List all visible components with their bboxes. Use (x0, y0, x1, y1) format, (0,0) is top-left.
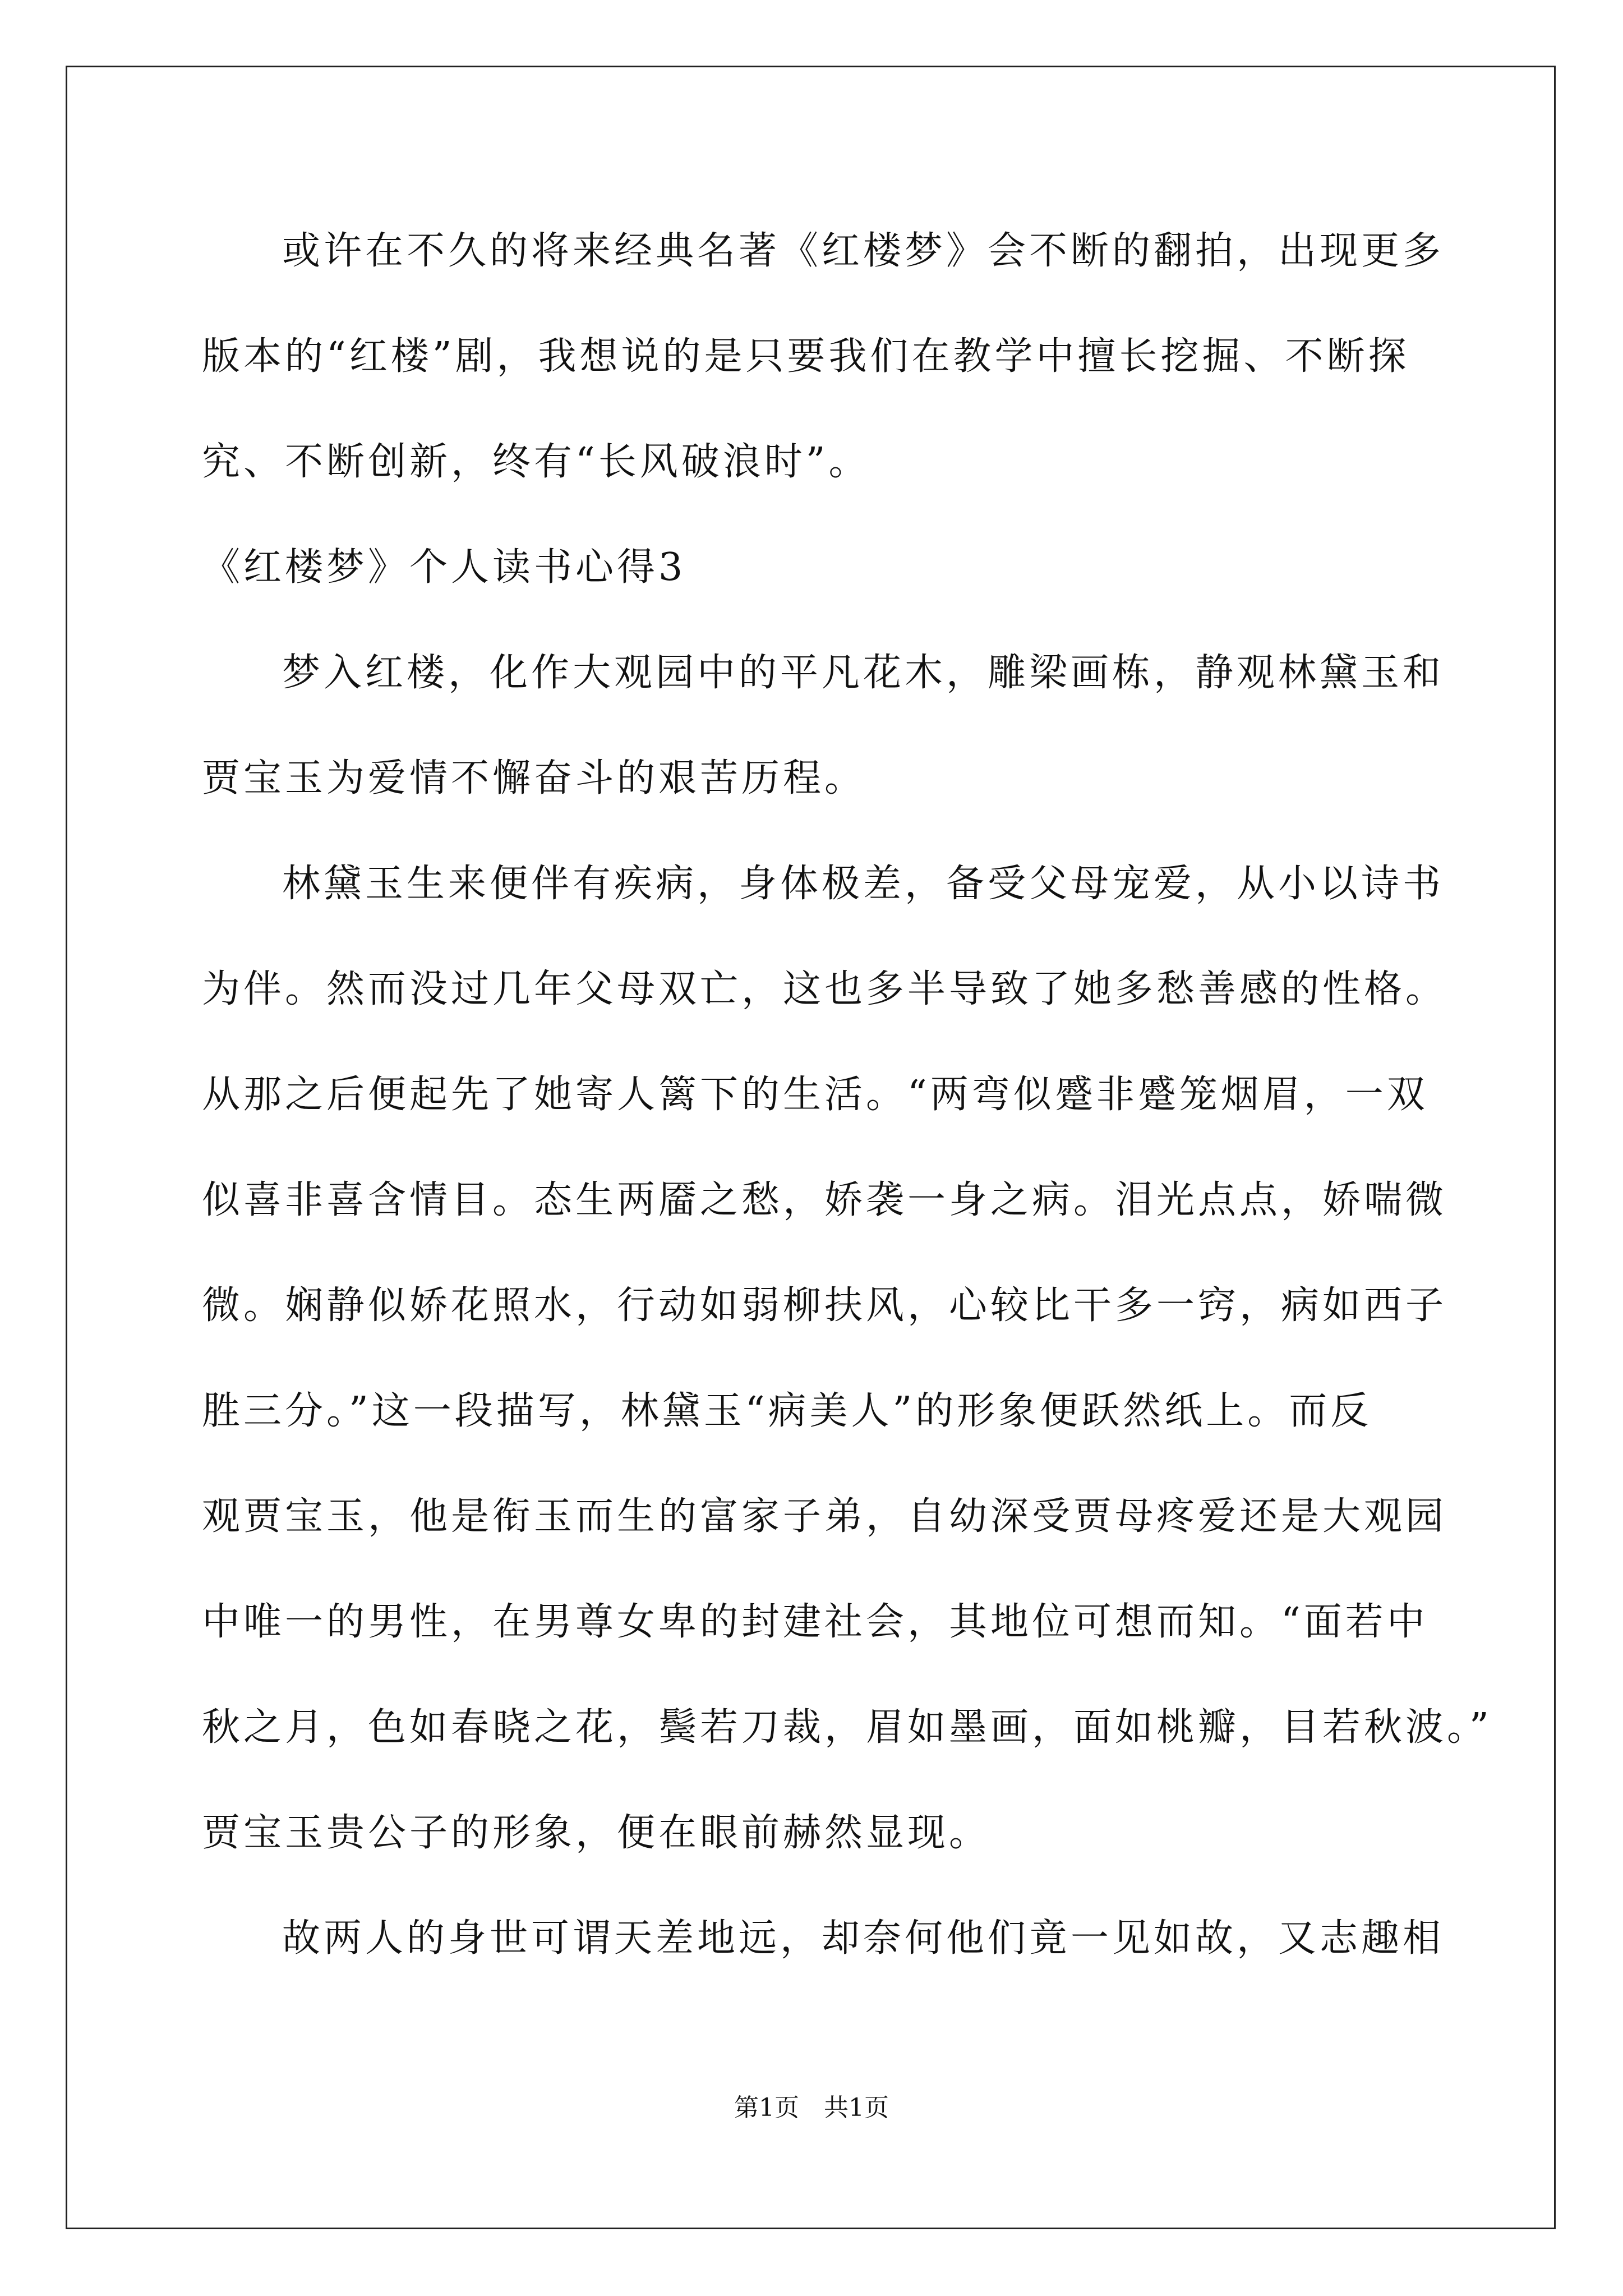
paragraph-line: 梦入红楼，化作大观园中的平凡花木，雕梁画栋，静观林黛玉和 (282, 651, 1445, 695)
paragraph-line: 故两人的身世可谓天差地远，却奈何他们竟一见如故，又志趣相 (282, 1916, 1445, 1961)
paragraph-line: 贾宝玉为爱情不懈奋斗的艰苦历程。 (202, 756, 866, 800)
paragraph-line: 究、不断创新，终有“长风破浪时”。 (202, 440, 870, 484)
paragraph-line: 胜三分。”这一段描写，林黛玉“病美人”的形象便跃然纸上。而反 (202, 1389, 1372, 1433)
paragraph-line: 秋之月，色如春晓之花，鬓若刀裁，眉如墨画，面如桃瓣，目若秋波。” (202, 1705, 1492, 1750)
section-heading: 《红楼梦》个人读书心得3 (202, 545, 686, 590)
paragraph-line: 微。娴静似娇花照水，行动如弱柳扶风，心较比干多一窍，病如西子 (202, 1283, 1447, 1328)
paragraph-line: 林黛玉生来便伴有疾病，身体极差，备受父母宠爱，从小以诗书 (282, 862, 1445, 906)
paragraph-line: 中唯一的男性，在男尊女卑的封建社会，其地位可想而知。“面若中 (202, 1600, 1428, 1644)
paragraph-line: 从那之后便起先了她寄人篱下的生活。“两弯似蹙非蹙笼烟眉，一双 (202, 1073, 1428, 1117)
paragraph-line: 贾宝玉贵公子的形象，便在眼前赫然显现。 (202, 1811, 991, 1855)
paragraph-line: 为伴。然而没过几年父母双亡，这也多半导致了她多愁善感的性格。 (202, 967, 1447, 1011)
page-footer: 第1页 共1页 (734, 2093, 889, 2122)
page-border (66, 66, 1556, 2229)
paragraph-line: 观贾宝玉，他是衔玉而生的富家子弟，自幼深受贾母疼爱还是大观园 (202, 1494, 1447, 1539)
paragraph-line: 版本的“红楼”剧，我想说的是只要我们在教学中擅长挖掘、不断探 (202, 334, 1410, 379)
paragraph-line: 或许在不久的将来经典名著《红楼梦》会不断的翻拍，出现更多 (282, 229, 1445, 273)
paragraph-line: 似喜非喜含情目。态生两靥之愁，娇袭一身之病。泪光点点，娇喘微 (202, 1178, 1447, 1222)
